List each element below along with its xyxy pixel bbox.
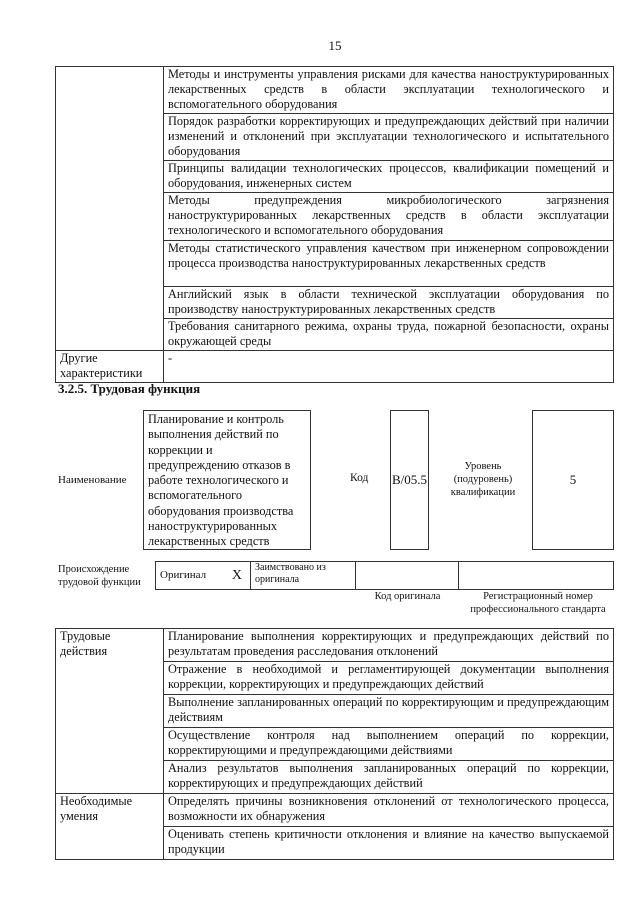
origin-table (155, 561, 614, 590)
skill-item: Определять причины возникновения отклонений от технологического процесса, возможности их обнаружения (164, 794, 614, 827)
table-row (56, 351, 614, 383)
knowledge-item: Английский язык в области технической эксплуатации оборудования по производству наноструктурированных лекарственных средств (164, 287, 614, 319)
actions-table (55, 628, 614, 860)
action-item: Выполнение запланированных операций по корректирующим и предупреждающим действиям (164, 695, 614, 728)
reg-caption: Регистрационный номер профессионального стандарта (470, 591, 606, 615)
knowledge-item: Методы предупреждения микробиологического загрязнения наноструктурированных лекарственных средств в области эксплуатации технологического и вспомогательного оборудования (164, 193, 614, 241)
original-mark: X (231, 567, 242, 583)
section-heading: 3.2.5. Трудовая функция (58, 381, 201, 396)
action-item: Осуществление контроля над выполнением операций по коррекции, корректирующими и предупреждающими действиями (164, 728, 614, 761)
table-row (56, 67, 614, 114)
function-code-box (390, 410, 429, 550)
level-value: 5 (569, 472, 577, 487)
knowledge-table (55, 66, 614, 383)
code-label: Код (350, 472, 369, 484)
knowledge-item: Методы статистического управления качеством при инженерном сопровождении процесса производства наноструктурированных лекарственных средств (164, 241, 614, 287)
level-box (532, 410, 614, 550)
skill-item: Оценивать степень критичности отклонения и влияние на качество выпускаемой продукции (164, 827, 614, 860)
level-label: Уровень (подуровень) квалификации (450, 461, 516, 498)
action-item: Планирование выполнения корректирующих и предупреждающих действий по результатам проведения расследования отклонений (164, 629, 614, 662)
knowledge-item: Принципы валидации технологических процессов, квалификации помещений и оборудования, инженерных систем (164, 161, 614, 193)
name-label: Наименование (58, 474, 127, 486)
code-caption: Код оригинала (374, 591, 441, 602)
knowledge-item: Порядок разработки корректирующих и предупреждающих действий при наличии изменений и отклонений при эксплуатации технологического и испытательного оборудования (164, 114, 614, 161)
skills-label: Необходимые умения (56, 794, 164, 860)
original-cell (156, 562, 251, 590)
table-row (56, 794, 614, 827)
action-item: Отражение в необходимой и регламентирующей документации выполнения коррекции, корректирующих и предупреждающих действий (164, 662, 614, 695)
origin-label: Происхождение трудовой функции (58, 564, 141, 588)
other-characteristics-label: Другие характеристики (56, 351, 164, 383)
other-characteristics-value: - (164, 351, 614, 383)
function-code: B/05.5 (391, 472, 428, 487)
table-row (156, 562, 614, 590)
reg-number-cell (459, 562, 614, 590)
knowledge-item: Методы и инструменты управления рисками для качества наноструктурированных лекарственных средств в области эксплуатации технологического и вспомогательного оборудования (164, 67, 614, 114)
action-item: Анализ результатов выполнения запланированных операций по коррекции, корректирующих и предупреждающих действий (164, 761, 614, 794)
function-name-box: Планирование и контроль выполнения действий по коррекции и предупреждению отказов в работе технологического и вспомогательного оборудования производства наноструктурированных лекарственных средств (143, 410, 311, 550)
borrowed-cell: Заимствовано из оригинала (251, 562, 356, 590)
empty-label-cell (56, 67, 164, 351)
page-number: 15 (328, 38, 342, 53)
actions-label: Трудовые действия (56, 629, 164, 794)
original-code-cell (356, 562, 459, 590)
table-row (56, 629, 614, 662)
original-label: Оригинал (160, 568, 207, 581)
knowledge-item: Требования санитарного режима, охраны труда, пожарной безопасности, охраны окружающей среды (164, 319, 614, 351)
